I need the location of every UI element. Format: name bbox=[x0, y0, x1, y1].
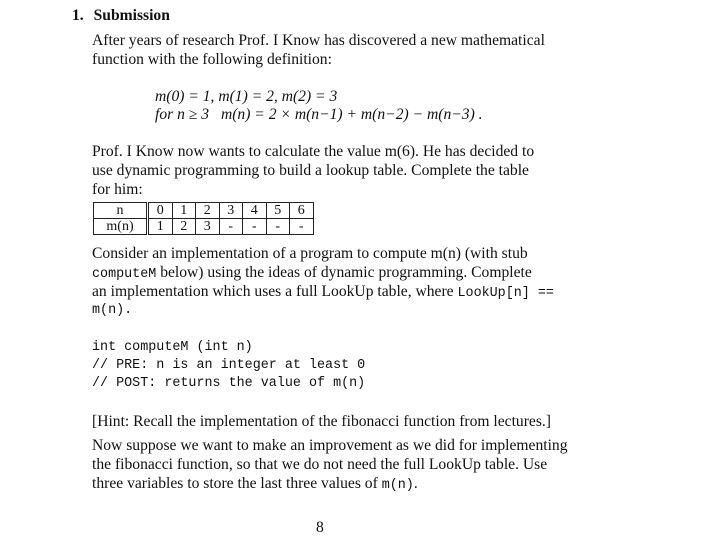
table-cell: 2 bbox=[172, 219, 196, 235]
inline-code: computeM bbox=[92, 267, 157, 282]
table-cell: 3 bbox=[196, 219, 220, 235]
table-header-n: n bbox=[94, 203, 148, 219]
definition-condition: for n ≥ 3 bbox=[155, 106, 210, 123]
consider-line-2 bbox=[92, 264, 532, 282]
consider-line-1: Consider an implementation of a program to compute m(n) (with stub bbox=[92, 245, 528, 262]
table-cell: 3 bbox=[219, 203, 243, 219]
table-header-m: m(n) bbox=[94, 219, 148, 235]
task-line-3: for him: bbox=[92, 181, 143, 198]
section-title: Submission bbox=[93, 7, 170, 24]
definition-line-2 bbox=[155, 106, 483, 124]
code-line-3: // POST: returns the value of m(n) bbox=[92, 376, 366, 391]
intro-line-2: function with the following definition: bbox=[92, 51, 332, 68]
task-line-1: Prof. I Know now wants to calculate the value m(6). He has decided to bbox=[92, 143, 535, 160]
inline-code: LookUp[n] == bbox=[457, 286, 554, 301]
table-cell: 5 bbox=[266, 203, 290, 219]
code-line-2: // PRE: n is an integer at least 0 bbox=[92, 358, 366, 373]
improve-line-3-end: . bbox=[413, 475, 418, 492]
inline-code: m(n) bbox=[381, 478, 414, 493]
intro-line-1: After years of research Prof. I Know has discovered a new mathematical bbox=[92, 32, 545, 49]
table-cell: - bbox=[243, 219, 267, 235]
consider-line-4: m(n). bbox=[92, 303, 133, 318]
table-row-m bbox=[94, 219, 314, 235]
table-cell: 4 bbox=[243, 203, 267, 219]
improve-line-3-text: three variables to store the last three values of bbox=[92, 475, 378, 492]
improve-line-1: Now suppose we want to make an improvement as we did for implementing bbox=[92, 437, 568, 454]
table-cell: 2 bbox=[196, 203, 220, 219]
table-cell: - bbox=[290, 219, 314, 235]
code-line-1: int computeM (int n) bbox=[92, 340, 253, 355]
definition-line-1: m(0) = 1, m(1) = 2, m(2) = 3 bbox=[155, 88, 338, 105]
table-cell: - bbox=[266, 219, 290, 235]
table-row-n bbox=[94, 203, 314, 219]
task-line-2: use dynamic programming to build a lookup table. Complete the table bbox=[92, 162, 529, 179]
definition-formula: m(n) = 2 × m(n−1) + m(n−2) − m(n−3) . bbox=[220, 106, 483, 123]
table-cell: - bbox=[219, 219, 243, 235]
consider-line-3 bbox=[92, 283, 554, 301]
consider-line-2-text: below) using the ideas of dynamic programming. Complete bbox=[160, 264, 532, 281]
hint-text: [Hint: Recall the implementation of the fibonacci function from lectures.] bbox=[92, 413, 551, 430]
table-cell: 6 bbox=[290, 203, 314, 219]
section-heading bbox=[72, 7, 170, 25]
lookup-table bbox=[93, 202, 314, 235]
improve-line-2: the fibonacci function, so that we do not need the full LookUp table. Use bbox=[92, 456, 548, 473]
table-cell: 0 bbox=[148, 203, 173, 219]
page-number: 8 bbox=[316, 519, 324, 536]
table-cell: 1 bbox=[148, 219, 173, 235]
consider-line-3-text: an implementation which uses a full LookUp table, where bbox=[92, 283, 454, 300]
improve-line-3 bbox=[92, 475, 418, 493]
table-cell: 1 bbox=[172, 203, 196, 219]
section-number: 1. bbox=[72, 7, 84, 24]
